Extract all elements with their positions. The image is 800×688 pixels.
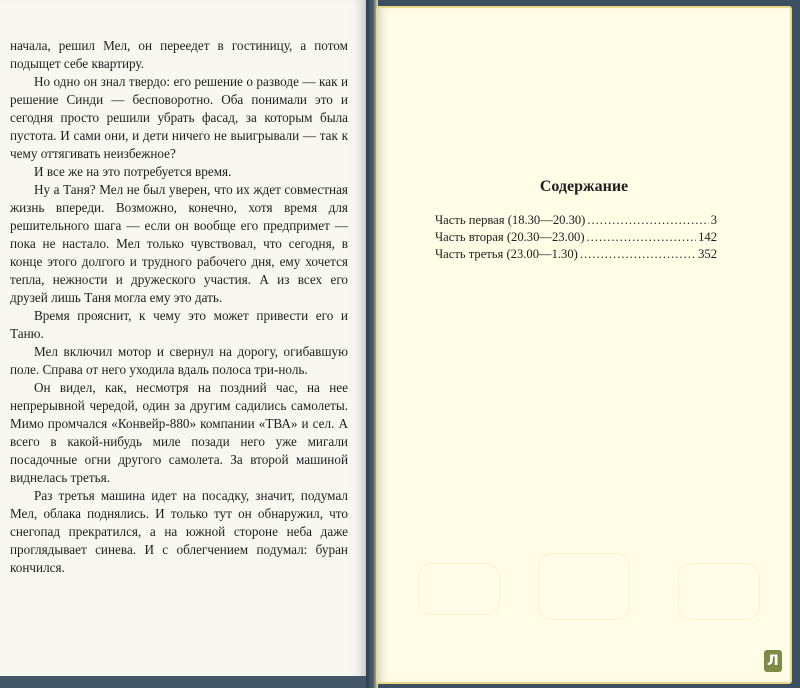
toc-entry-page: 142 [698, 230, 717, 244]
toc-leader-dots [587, 212, 708, 229]
toc-entry [435, 212, 717, 229]
toc-entry [435, 229, 717, 246]
left-page-text [10, 37, 348, 577]
toc-entry-label: Часть третья (23.00—1.30) [435, 247, 578, 261]
show-through-shape [678, 563, 760, 620]
toc-leader-dots [587, 229, 697, 246]
toc-leader-dots [580, 246, 696, 263]
book-edge [0, 676, 366, 688]
show-through-shape [538, 553, 630, 620]
paragraph: Он видел, как, несмотря на поздний час, на нее непрерывной чередой, один за другим садились самолеты. Мимо промчался «Конвейр-880» компании «ТВА» и сел. А всего в какой-нибудь миле позади него уже мигали посадочные огни другого самолета. За второй машиной виднелась третья. [10, 380, 348, 485]
toc-entry-page: 352 [698, 247, 717, 261]
paragraph: И все же на это потребуется время. [34, 164, 232, 179]
paragraph: Ну а Таня? Мел не был уверен, что их ждет совместная жизнь впереди. Возможно, конечно, хотя время для решительного шага — если он вообще его предпримет — пока не настало. Мел только чувствовал, что сегодня, в конце этого долгого и трудного рабочего дня, ему хочется тепла, нежности и дружеского участия. А из всех его друзей лишь Таня могла ему это дать. [10, 182, 348, 305]
paragraph: Мел включил мотор и свернул на дорогу, огибавшую поле. Справа от него уходила вдаль полоса три-ноль. [10, 344, 348, 377]
paragraph: Время прояснит, к чему это может привести его и Таню. [10, 308, 348, 341]
toc-entry-label: Часть вторая (20.30—23.00) [435, 230, 585, 244]
toc-entry [435, 246, 717, 263]
paragraph: начала, решил Мел, он переедет в гостиницу, а потом подыщет себе квартиру. [10, 38, 348, 71]
show-through-shape [418, 563, 500, 615]
paragraph: Раз третья машина идет на посадку, значит, подумал Мел, облака поднялись. И только тут он обнаружил, что снегопад прекратился, а на южной стороне неба даже проглядывает синева. И с облегчением подумал: буран кончился. [10, 488, 348, 575]
right-page [376, 6, 792, 684]
left-page [0, 0, 366, 688]
watermark-logo: Л [764, 650, 782, 672]
paragraph: Но одно он знал твердо: его решение о разводе — как и решение Синди — бесповоротно. Оба понимали это и сегодня просто решили убрать фасад, за которым была пустота. И сами они, и дети ничего не выигрывали — так к чему оттягивать неизбежное? [10, 74, 348, 161]
toc-entry-label: Часть первая (18.30—20.30) [435, 213, 586, 227]
toc-title: Содержание [539, 178, 629, 195]
toc-entry-page: 3 [710, 213, 717, 227]
toc-list [435, 212, 717, 263]
